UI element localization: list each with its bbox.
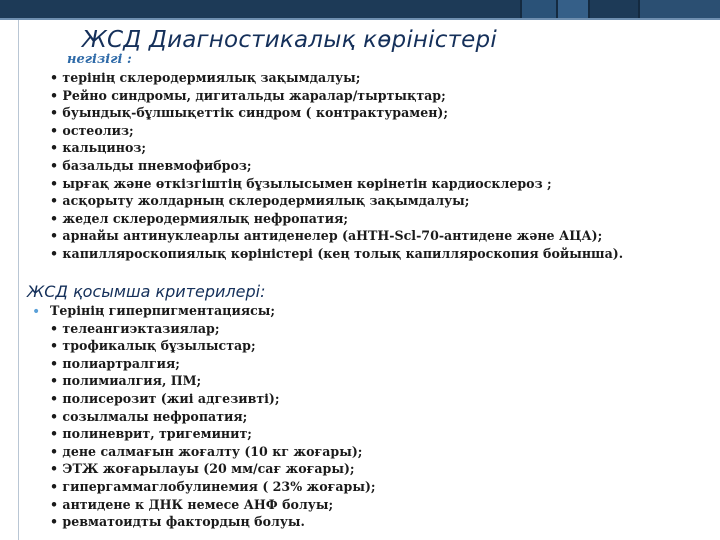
list-item: • буындық-бұлшықеттік синдром ( контрактурамен); [50,105,449,121]
top-bar-segment [556,0,588,18]
list-item: • арнайы антинуклеарлы антиденелер (аНТН-Scl-70-антидене және АЦА); [50,228,603,244]
list-item: • асқорыту жолдарның склеродермиялық зақымдалуы; [50,193,470,209]
additional-criteria-list [50,302,670,531]
list-item: • ырғақ және өткізгіштің бұзылысымен көрінетін кардиосклероз ; [50,175,552,191]
list-item: • кальциноз; [50,140,147,156]
top-bar-segment [520,0,556,18]
list-item: • полисерозит (жиі адгезивті); [50,390,280,406]
top-decor-bar [0,0,720,18]
list-item: • ЭТЖ жоғарылауы (20 мм/сағ жоғары); [50,461,355,477]
list-item: • трофикалық бұзылыстар; [50,338,256,354]
list-item: • антидене к ДНК немесе АНФ болуы; [50,496,334,512]
list-item: • телеангиэктазиялар; [50,320,220,336]
list-item: • капилляроскопиялық көріністері (кең толық капилляроскопия бойынша). [50,245,624,261]
list-item: • полиартралгия; [50,355,180,371]
list-item: • остеолиз; [50,122,134,138]
header-rule [0,18,720,20]
list-item: • жедел склеродермиялық нефропатия; [50,210,349,226]
bullet-icon: • [32,304,41,320]
main-criteria-list [50,69,670,263]
main-criteria-subtitle: негізігі : [67,52,132,67]
top-bar-segment [638,0,720,18]
list-item: • полиневрит, тригеминит; [50,426,252,442]
list-item: • терінің склеродермиялық зақымдалуы; [50,70,361,85]
list-item: • дене салмағын жоғалту (10 кг жоғары); [50,443,363,459]
top-bar-segment [0,0,520,18]
slide-title: ЖСД Диагностикалық көріністері [82,27,497,53]
list-item: • Рейно синдромы, дигитальды жаралар/тыртықтар; [50,87,446,103]
list-item: • гипергаммаглобулинемия ( 23% жоғары); [50,478,376,494]
list-item: • ревматоидты фактордың болуы. [50,514,305,530]
top-bar-segment [588,0,638,18]
list-item: Терінің гиперпигментациясы; [50,303,276,318]
additional-criteria-heading: ЖСД қосымша критерилері: [27,282,266,301]
list-item: • базальды пневмофиброз; [50,157,252,173]
left-margin-line [18,20,19,540]
list-item: • созылмалы нефропатия; [50,408,248,424]
list-item: • полимиалгия, ПМ; [50,373,202,389]
